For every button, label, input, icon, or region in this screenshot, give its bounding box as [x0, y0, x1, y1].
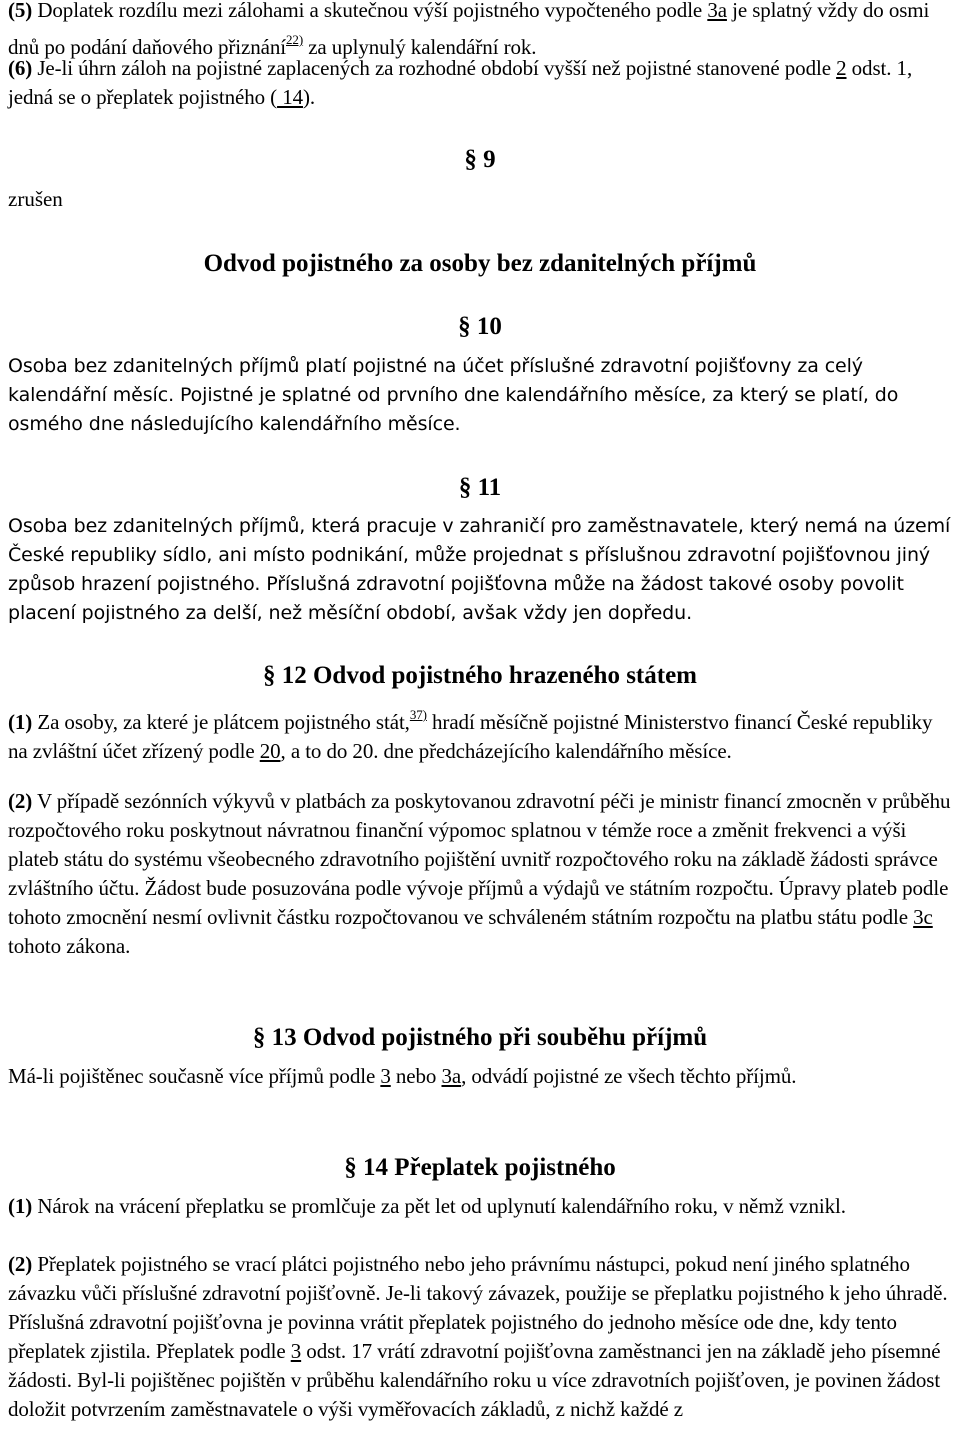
- section-10-text: Osoba bez zdanitelných příjmů platí pojistné na účet příslušné zdravotní pojišťovny za celý kalendářní měsíc. Pojistné je splatné od prvního dne kalendářního měsíce, za který se platí, do osmého dne následujícího kalendářního měsíce.: [8, 355, 899, 435]
- repealed-note: zrušen: [8, 187, 63, 211]
- section-11-heading: § 11: [458, 474, 502, 501]
- paragraph-number: (1): [8, 710, 33, 734]
- paragraph-number: (2): [8, 1252, 33, 1276]
- paragraph-number: (1): [8, 1194, 33, 1218]
- section-9-heading: § 9: [464, 146, 496, 173]
- footnote-link[interactable]: 22): [286, 32, 304, 47]
- part-heading: Odvod pojistného za osoby bez zdanitelných příjmů: [203, 250, 757, 277]
- section-12-heading: § 12 Odvod pojistného hrazeného státem: [262, 662, 698, 689]
- section-12-paragraph-2: (2) V případě sezónních výkyvů v platbách za poskytovanou zdravotní péči je ministr financí zmocněn v průběhu rozpočtového roku poskytnout návratnou finanční výpomoc splatnou v témže roce a změnit frekvenci a výši plateb státu do systému všeobecného zdravotního pojištění uvnitř rozpočtového roku na základě žádosti správce zvláštního účtu. Žádost bude posuzována podle vývoje příjmů a výdajů ve státním rozpočtu. Úpravy plateb podle tohoto zmocnění nesmí ovlivnit částku rozpočtovanou ve schváleném státním rozpočtu na platbu státu podle 3c tohoto zákona.: [8, 789, 951, 958]
- section-link[interactable]: 3a: [707, 0, 727, 22]
- paragraph-5: (5) Doplatek rozdílu mezi zálohami a skutečnou výší pojistného vypočteného podle 3a je splatný vždy do osmi dnů po podání daňového přiznání$^{22)}$ za uplynulý kalendářní rok.: [8, 0, 930, 59]
- section-14-paragraph-2: (2) Přeplatek pojistného se vrací plátci pojistného nebo jeho právnímu nástupci, pokud není jiného splatného závazku vůči příslušné zdravotní pojišťovně. Je-li takový závazek, použije se přeplatku pojistného k jeho úhradě. Příslušná zdravotní pojišťovna je povinna vrátit přeplatek pojistného do jednoho měsíce ode dne, kdy tento přeplatek zjistila. Přeplatek podle 3 odst. 17 vrátí zdravotní pojišťovna zaměstnanci jen na základě jeho písemné žádosti. Byl-li pojištěnec pojištěn v průběhu kalendářního roku u více zdravotních pojišťoven, je povinen žádost doložit potvrzením zaměstnavatele o výši vyměřovacích základů, z nichž každé z: [8, 1252, 948, 1421]
- section-link[interactable]: 20: [259, 739, 281, 763]
- section-link[interactable]: 3c: [913, 905, 933, 929]
- section-link[interactable]: 2: [836, 56, 847, 80]
- section-link[interactable]: 3a: [441, 1064, 462, 1088]
- section-link[interactable]: 3: [290, 1339, 302, 1363]
- section-10-heading: § 10: [458, 313, 502, 340]
- section-12-paragraph-1: (1) Za osoby, za které je plátcem pojistného stát,$^{37)}$ hradí měsíčně pojistné Ministerstvo financí České republiky na zvláštní účet zřízený podle 20, a to do 20. dne předcházejícího kalendářního měsíce.: [8, 707, 933, 763]
- section-14-heading: § 14 Přeplatek pojistného: [344, 1154, 616, 1181]
- section-13-heading: § 13 Odvod pojistného při souběhu příjmů: [252, 1024, 708, 1051]
- paragraph-number: (6): [8, 56, 33, 80]
- paragraph-number: (5): [8, 0, 33, 22]
- paragraph-number: (2): [8, 789, 33, 813]
- section-13-text: Má-li pojištěnec současně více příjmů podle 3 nebo 3a, odvádí pojistné ze všech těchto příjmů.: [8, 1064, 797, 1088]
- section-link[interactable]: 14: [277, 85, 303, 109]
- paragraph-6: (6) Je-li úhrn záloh na pojistné zaplacených za rozhodné období vyšší než pojistné stanovené podle 2 odst. 1, jedná se o přeplatek pojistného ( 14).: [8, 56, 913, 109]
- section-11-text: Osoba bez zdanitelných příjmů, která pracuje v zahraničí pro zaměstnavatele, který nemá na území České republiky sídlo, ani místo podnikání, může projednat s příslušnou zdravotní pojišťovnou jiný způsob hrazení pojistného. Příslušná zdravotní pojišťovna může na žádost takové osoby povolit placení pojistného za delší, než měsíční období, avšak vždy jen dopředu.: [8, 515, 951, 624]
- footnote-link[interactable]: 37): [409, 707, 427, 722]
- section-14-paragraph-1: (1) Nárok na vrácení přeplatku se promlčuje za pět let od uplynutí kalendářního roku, v němž vznikl.: [8, 1194, 846, 1218]
- section-link[interactable]: 3: [380, 1064, 391, 1088]
